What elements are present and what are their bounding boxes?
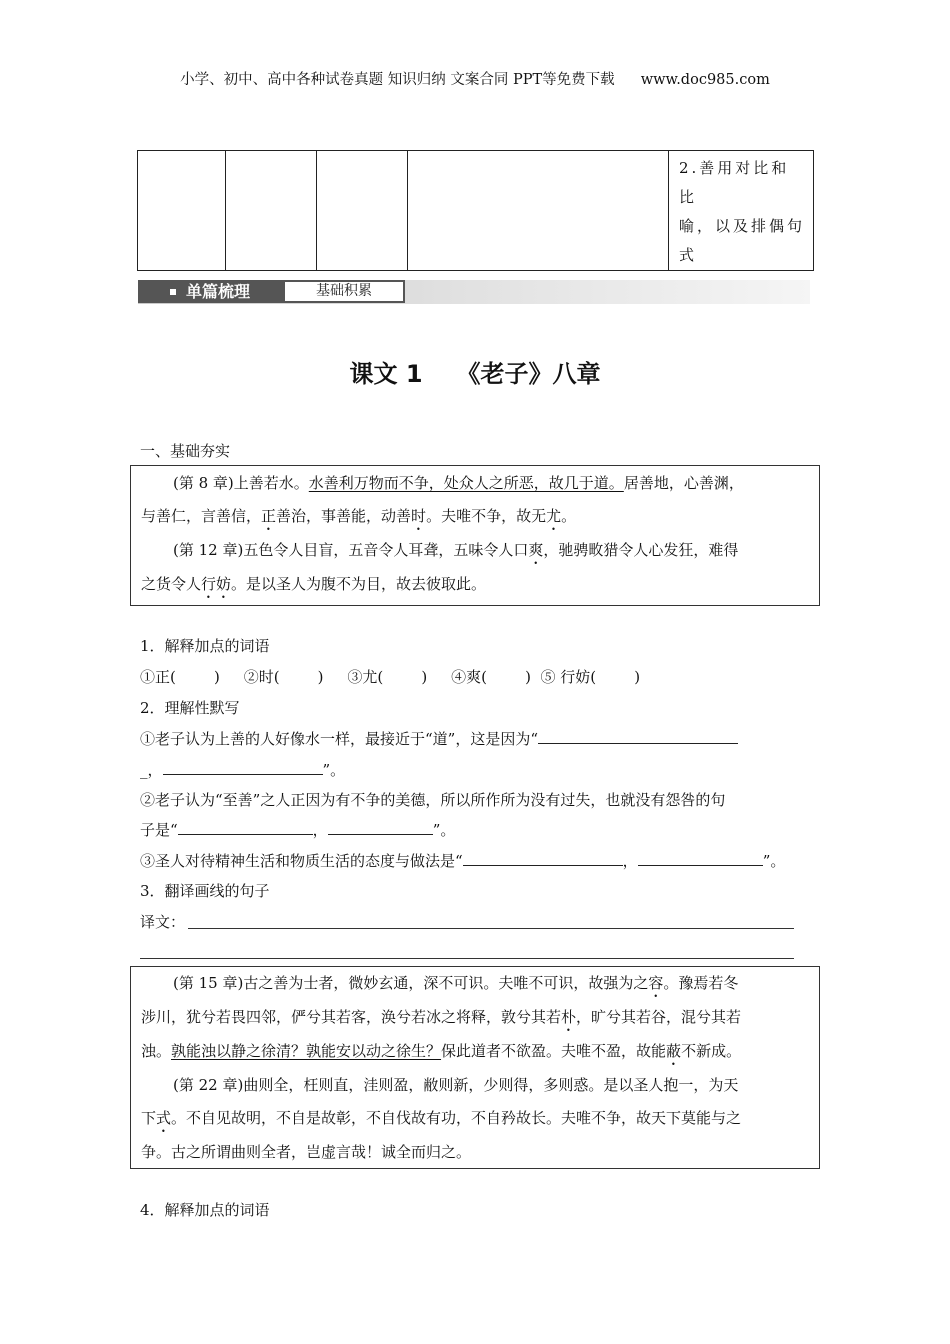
passage-box-2 <box>130 966 820 1169</box>
summary-table-fragment <box>137 150 814 271</box>
table-cell <box>408 151 669 271</box>
dotted-word: 式 <box>156 1109 172 1127</box>
translation-answer-line[interactable] <box>140 958 794 959</box>
passage-paragraph-cont: 浊。孰能浊以静之徐清？孰能安以动之徐生？保此道者不欲盈。夫唯不盈，故能蔽不新成。 <box>141 1042 742 1060</box>
passage-paragraph-cont: 之货令人行妨。是以圣人为腹不为目，故去彼取此。 <box>141 575 487 593</box>
page-header <box>0 68 950 89</box>
header-url[interactable]: www.doc985.com <box>640 72 770 88</box>
passage-paragraph-cont: 下式。不自见故明，不自是故彰，不自伐故有功，不自矜故长。夫唯不争，故天下莫能与之 <box>141 1109 742 1127</box>
note-line: 2.善用对比和比 <box>679 159 790 206</box>
q2-item-2: ②老子认为“至善”之人正因为有不争的美德，所以所作所为没有过失，也就没有怨咎的句 <box>140 791 726 809</box>
answer-blank[interactable] <box>178 820 313 835</box>
underlined-sentence: 水善利万物而不争，处众人之所恶，故几于道。 <box>308 474 624 492</box>
section-banner <box>138 280 810 304</box>
question-1-label: 1．解释加点的词语 <box>140 637 270 655</box>
square-bullet-icon <box>170 289 176 295</box>
dotted-word: 正 <box>261 507 277 525</box>
dotted-word: 朴 <box>561 1008 577 1026</box>
q2-item-2-cont: 子是“ ， ”。 <box>140 821 456 839</box>
question-4-label: 4．解释加点的词语 <box>140 1201 270 1219</box>
lesson-name: 《老子》八章 <box>456 360 601 388</box>
header-text: 小学、初中、高中各种试卷真题 知识归纳 文案合同 PPT等免费下载 <box>180 72 615 88</box>
passage-box-1 <box>130 465 820 606</box>
answer-blank[interactable] <box>463 851 623 866</box>
lesson-number: 课文 1 <box>349 360 423 388</box>
q2-item-1: ①老子认为上善的人好像水一样，最接近于“道”，这是因为“ <box>140 728 738 749</box>
dotted-word: 行 <box>201 575 217 593</box>
answer-blank[interactable] <box>638 851 763 866</box>
passage-paragraph: (第 15 章)古之善为士者，微妙玄通，深不可识。夫唯不可识，故强为之容。豫焉若冬 <box>173 974 739 992</box>
answer-blank[interactable] <box>328 820 433 835</box>
dotted-word: 蔽 <box>666 1042 682 1060</box>
note-line: 式 <box>679 246 698 264</box>
passage-paragraph-cont: 涉川，犹兮若畏四邻，俨兮其若客，涣兮若冰之将释，敦兮其若朴，旷兮其若谷，混兮其若 <box>141 1008 742 1026</box>
banner-sub: 基础积累 <box>283 280 405 303</box>
page-title <box>0 354 950 389</box>
table-cell-note <box>669 151 814 271</box>
dotted-word: 爽 <box>528 541 544 559</box>
table-cell <box>138 151 226 271</box>
dotted-word: 容 <box>648 974 664 992</box>
dotted-word: 妨 <box>216 575 232 593</box>
passage-paragraph-cont: 争。古之所谓曲则全者，岂虚言哉！诚全而归之。 <box>141 1143 472 1161</box>
translation-prefix: 译文： <box>140 913 186 931</box>
banner-main <box>138 280 283 303</box>
question-1-items: ①正( ) ②时( ) ③尤( ) ④爽( ) ⑤ 行妨( ) <box>140 668 641 686</box>
answer-blank[interactable] <box>163 760 323 775</box>
q2-item-3: ③圣人对待精神生活和物质生活的态度与做法是“ ， ”。 <box>140 852 786 870</box>
translation-answer-line[interactable] <box>188 928 794 929</box>
question-2-label: 2．理解性默写 <box>140 699 240 717</box>
answer-blank[interactable] <box>538 729 738 744</box>
passage-paragraph: (第 22 章)曲则全，枉则直，洼则盈，敝则新，少则得，多则惑。是以圣人抱一，为天 <box>173 1076 739 1094</box>
dotted-word: 时 <box>411 507 427 525</box>
underlined-sentence: 孰能浊以静之徐清？孰能安以动之徐生？ <box>171 1042 442 1060</box>
banner-main-label: 单篇梳理 <box>186 282 251 301</box>
section-heading: 一、基础夯实 <box>140 442 231 460</box>
q2-item-1-cont: _， ”。 <box>140 761 346 779</box>
question-3-label: 3．翻译画线的句子 <box>140 882 270 900</box>
passage-paragraph-cont: 与善仁，言善信，正善治，事善能，动善时。夫唯不争，故无尤。 <box>141 507 577 525</box>
passage-paragraph: (第 12 章)五色令人目盲，五音令人耳聋，五味令人口爽，驰骋畋猎令人心发狂，难得 <box>173 541 739 559</box>
table-cell <box>226 151 317 271</box>
table-cell <box>317 151 408 271</box>
passage-paragraph: (第 8 章)上善若水。水善利万物而不争，处众人之所恶，故几于道。居善地，心善渊， <box>173 474 744 492</box>
dotted-word: 尤 <box>546 507 562 525</box>
note-line: 喻，以及排偶句 <box>679 217 806 235</box>
